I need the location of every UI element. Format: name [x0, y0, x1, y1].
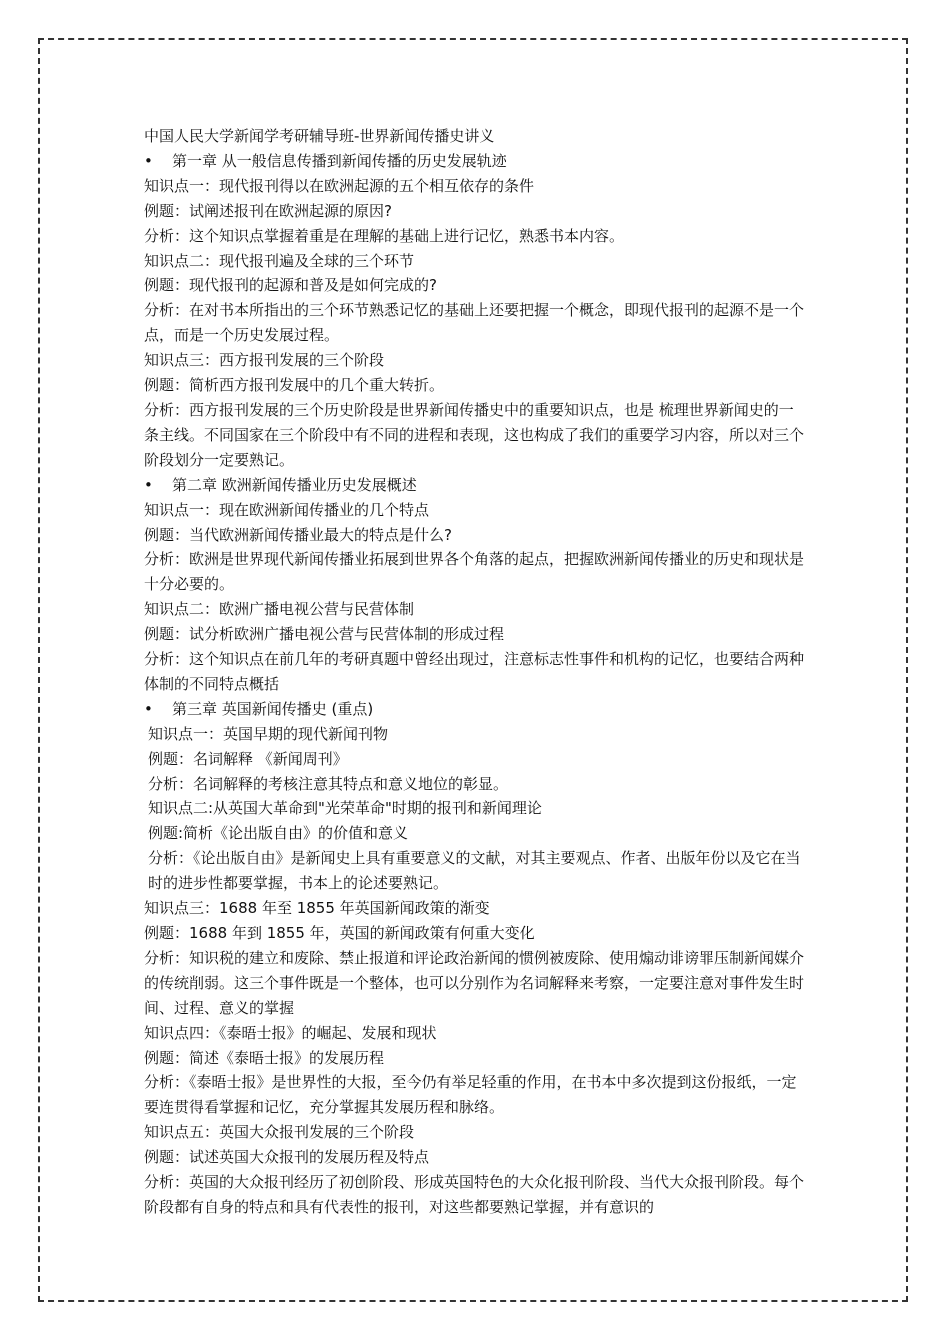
analysis-text: 分析：西方报刊发展的三个历史阶段是世界新闻传播史中的重要知识点，也是 梳理世界新闻史的一条主线。不同国家在三个阶段中有不同的进程和表现，这也构成了我们的重要学习内容，所以对三个阶段划分一定要熟记。	[144, 400, 805, 469]
chapter-heading	[144, 473, 808, 498]
bullet-icon: •	[144, 699, 153, 718]
example-question: 例题：名词解释 《新闻周刊》	[148, 749, 348, 768]
analysis-text: 分析：《泰晤士报》是世界性的大报，至今仍有举足轻重的作用，在书本中多次提到这份报纸，一定要连贯得看掌握和记忆，充分掌握其发展历程和脉络。	[144, 1073, 797, 1117]
example-question: 例题：试述英国大众报刊的发展历程及特点	[144, 1148, 430, 1167]
document-body	[144, 124, 808, 1220]
knowledge-point: 知识点一：英国早期的现代新闻刊物	[148, 724, 389, 743]
chapter-title: 第三章 英国新闻传播史 (重点)	[172, 699, 374, 718]
analysis-text: 分析：《论出版自由》是新闻史上具有重要意义的文献，对其主要观点、作者、出版年份以及它在当时的进步性都要掌握，书本上的论述要熟记。	[148, 849, 801, 893]
knowledge-point: 知识点五：英国大众报刊发展的三个阶段	[144, 1123, 415, 1142]
chapter-heading	[144, 149, 808, 174]
bullet-icon: •	[144, 475, 153, 494]
knowledge-point: 知识点二:从英国大革命到"光荣革命"时期的报刊和新闻理论	[148, 799, 542, 818]
chapter-heading	[144, 697, 808, 722]
analysis-text: 分析：在对书本所指出的三个环节熟悉记忆的基础上还要把握一个概念，即现代报刊的起源不是一个点，而是一个历史发展过程。	[144, 301, 805, 345]
example-question: 例题：现代报刊的起源和普及是如何完成的?	[144, 276, 437, 295]
example-question: 例题：试分析欧洲广播电视公营与民营体制的形成过程	[144, 625, 505, 644]
knowledge-point: 知识点三：1688 年至 1855 年英国新闻政策的渐变	[144, 899, 490, 918]
analysis-text: 分析：欧洲是世界现代新闻传播业拓展到世界各个角落的起点，把握欧洲新闻传播业的历史和现状是十分必要的。	[144, 550, 805, 594]
example-question: 例题：1688 年到 1855 年，英国的新闻政策有何重大变化	[144, 924, 535, 942]
analysis-text: 分析：知识税的建立和废除、禁止报道和评论政治新闻的惯例被废除、使用煽动诽谤罪压制新闻媒介的传统削弱。这三个事件既是一个整体，也可以分别作为名词解释来考察，一定要注意对事件发生时间、过程、意义的掌握	[144, 948, 805, 1017]
document-title: 中国人民大学新闻学考研辅导班-世界新闻传播史讲义	[144, 127, 495, 145]
example-question: 例题：当代欧洲新闻传播业最大的特点是什么?	[144, 525, 452, 544]
knowledge-point: 知识点一：现代报刊得以在欧洲起源的五个相互依存的条件	[144, 176, 535, 195]
analysis-text: 分析：名词解释的考核注意其特点和意义地位的彰显。	[148, 774, 509, 793]
analysis-text: 分析：这个知识点在前几年的考研真题中曾经出现过，注意标志性事件和机构的记忆，也要结合两种体制的不同特点概括	[144, 650, 805, 693]
example-question: 例题：简述《泰晤士报》的发展历程	[144, 1048, 385, 1067]
example-question: 例题:简析《论出版自由》的价值和意义	[148, 824, 409, 843]
example-question: 例题：简析西方报刊发展中的几个重大转折。	[144, 376, 445, 395]
analysis-text: 分析：英国的大众报刊经历了初创阶段、形成英国特色的大众化报刊阶段、当代大众报刊阶段。每个阶段都有自身的特点和具有代表性的报刊，对这些都要熟记掌握，并有意识的	[144, 1173, 805, 1216]
analysis-text: 分析：这个知识点掌握着重是在理解的基础上进行记忆，熟悉书本内容。	[144, 226, 625, 245]
knowledge-point: 知识点一：现在欧洲新闻传播业的几个特点	[144, 500, 430, 519]
knowledge-point: 知识点二：现代报刊遍及全球的三个环节	[144, 251, 415, 270]
chapter-title: 第一章 从一般信息传播到新闻传播的历史发展轨迹	[172, 151, 507, 170]
knowledge-point: 知识点四：《泰晤士报》的崛起、发展和现状	[144, 1023, 437, 1042]
knowledge-point: 知识点二：欧洲广播电视公营与民营体制	[144, 600, 415, 619]
example-question: 例题：试阐述报刊在欧洲起源的原因?	[144, 201, 392, 220]
knowledge-point: 知识点三：西方报刊发展的三个阶段	[144, 351, 385, 370]
bullet-icon: •	[144, 151, 153, 170]
chapter-title: 第二章 欧洲新闻传播业历史发展概述	[172, 475, 417, 494]
